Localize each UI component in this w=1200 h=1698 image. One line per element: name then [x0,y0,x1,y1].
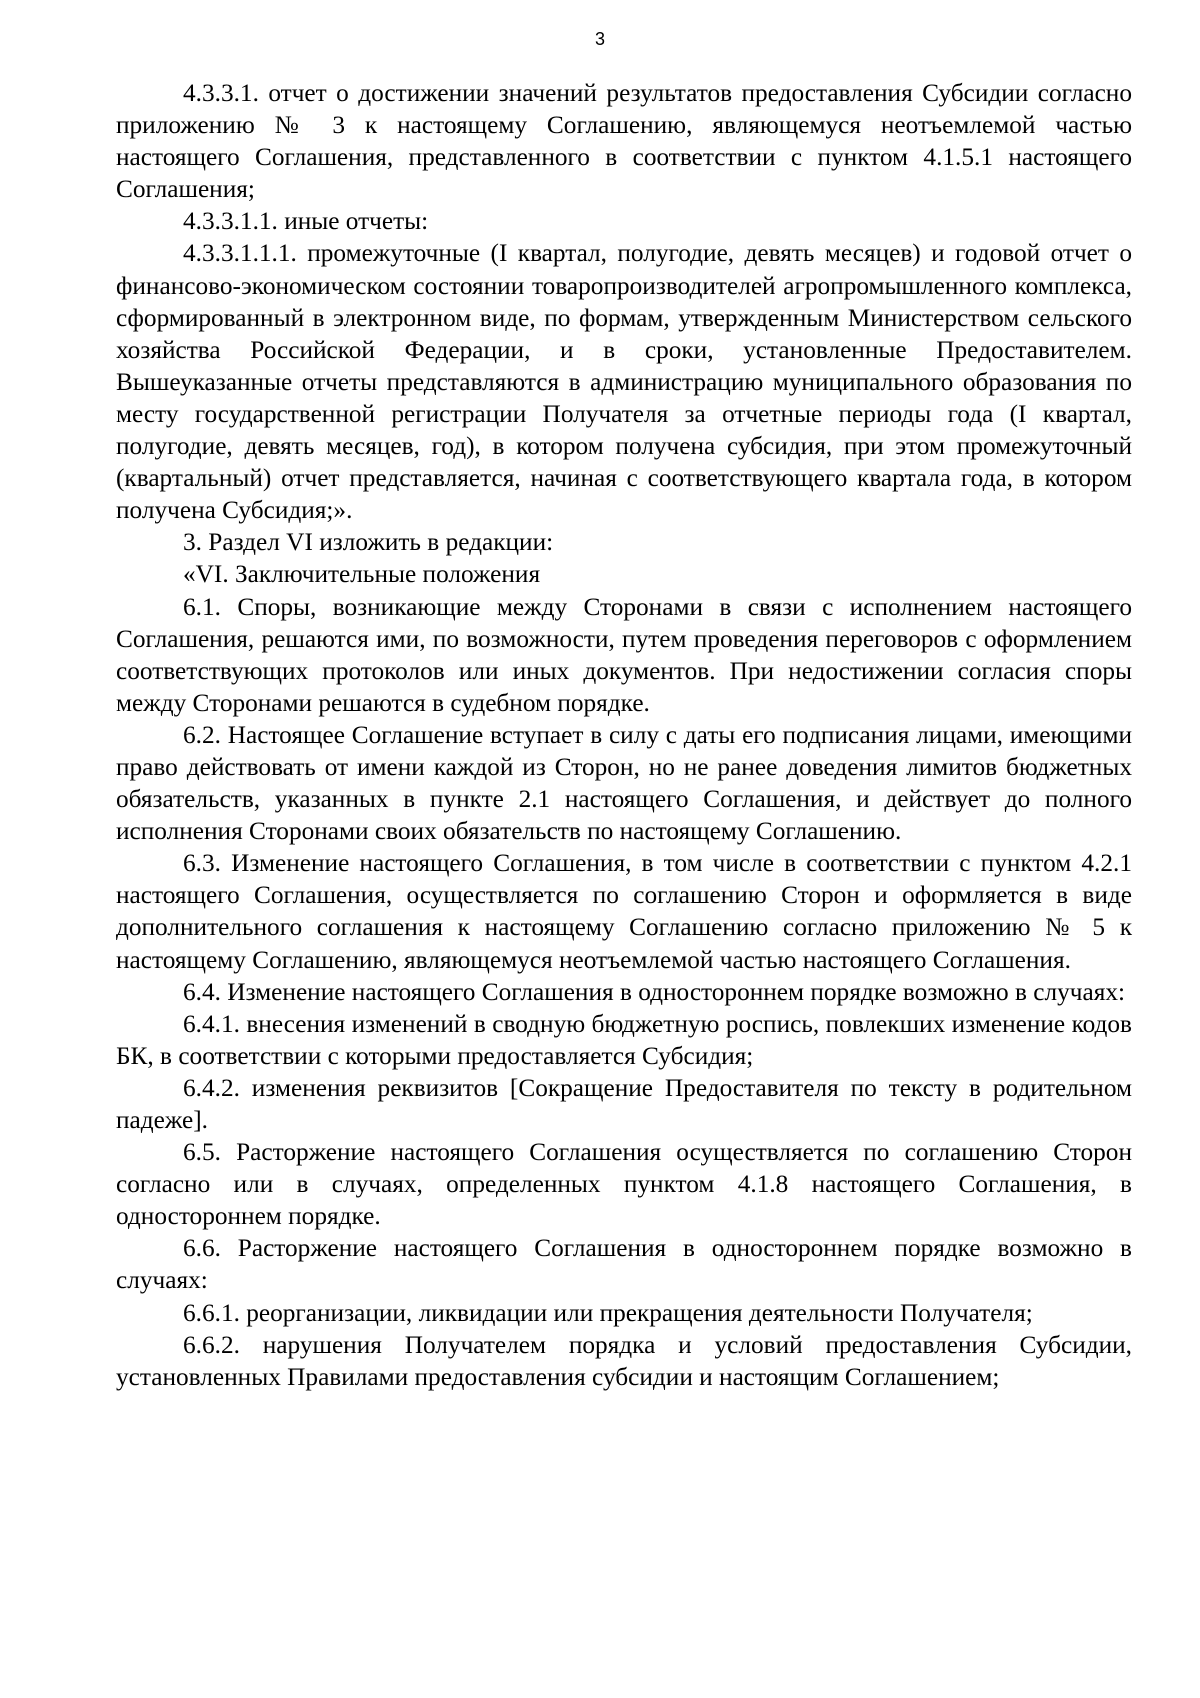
clause-6-2: 6.2. Настоящее Соглашение вступает в силу с даты его подписания лицами, имеющими право действовать от имени каждой из Сторон, но не ранее доведения лимитов бюджетных обязательств, указанных в пункте 2.1 настоящего Соглашения, и действует до полного исполнения Сторонами своих обязательств по настоящему Соглашению. [116,720,1132,846]
clause-6-4-2: 6.4.2. изменения реквизитов [Сокращение Предоставителя по тексту в родительном падеже]. [116,1073,1132,1134]
clause-4-3-3-1-1-1: 4.3.3.1.1.1. промежуточные (I квартал, полугодие, девять месяцев) и годовой отчет о финансово-экономическом состоянии товаропроизводителей агропромышленного комплекса, сформированный в электронном виде, по формам, утвержденным Министерством сельского хозяйства Российской Федерации, и в сроки, установленные Предоставителем. Вышеуказанные отчеты представляются в администрацию муниципального образования по месту государственной регистрации Получателя за отчетные периоды года (I квартал, полугодие, девять месяцев, год), в котором получена субсидия, при этом промежуточный (квартальный) отчет представляется, начиная с соответствующего квартала года, в котором получена Субсидия;». [116,239,1132,525]
clause-4-3-3-1-1: 4.3.3.1.1. иные отчеты: [183,207,429,236]
clause-6-3: 6.3. Изменение настоящего Соглашения, в том числе в соответствии с пунктом 4.2.1 настоящего Соглашения, осуществляется по соглашению Сторон и оформляется в виде дополнительного соглашения к настоящему Соглашению согласно приложению № 5 к настоящему Соглашению, являющемуся неотъемлемой частью настоящего Соглашения. [116,849,1132,974]
clause-6-5: 6.5. Расторжение настоящего Соглашения осуществляется по соглашению Сторон согласно или в случаях, определенных пунктом 4.1.8 настоящего Соглашения, в одностороннем порядке. [116,1138,1132,1231]
clause-6-6-2: 6.6.2. нарушения Получателем порядка и условий предоставления Субсидии, установленных Правилами предоставления субсидии и настоящим Соглашением; [116,1330,1132,1391]
clause-6-1: 6.1. Споры, возникающие между Сторонами в связи с исполнением настоящего Соглашения, решаются ими, по возможности, путем проведения переговоров с оформлением соответствующих протоколов или иных документов. При недостижении согласия споры между Сторонами решаются в судебном порядке. [116,592,1132,717]
clause-6-6: 6.6. Расторжение настоящего Соглашения в одностороннем порядке возможно в случаях: [116,1234,1132,1295]
clause-6-6-1: 6.6.1. реорганизации, ликвидации или прекращения деятельности Получателя; [183,1298,1033,1327]
document-body [116,77,1132,1393]
amendment-item-3: 3. Раздел VI изложить в редакции: [183,528,554,557]
page-number: 3 [594,29,605,49]
clause-4-3-3-1: 4.3.3.1. отчет о достижении значений результатов предоставления Субсидии согласно приложению № 3 к настоящему Соглашению, являющемуся неотъемлемой частью настоящего Соглашения, представленного в соответствии с пунктом 4.1.5.1 настоящего Соглашения; [116,79,1132,204]
clause-6-4-1: 6.4.1. внесения изменений в сводную бюджетную роспись, повлекших изменение кодов БК, в соответствии с которыми предоставляется Субсидия; [116,1009,1132,1070]
section-heading-vi: «VI. Заключительные положения [183,560,541,589]
clause-6-4: 6.4. Изменение настоящего Соглашения в одностороннем порядке возможно в случаях: [183,977,1126,1006]
